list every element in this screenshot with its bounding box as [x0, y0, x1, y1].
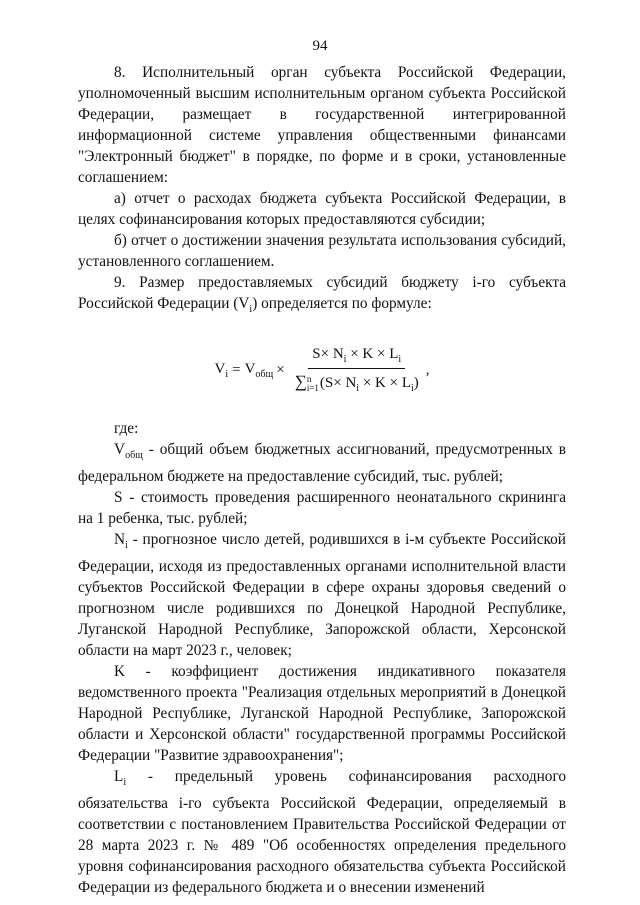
formula-numerator: $S\times N_i \times K \times L_i$	[308, 346, 405, 369]
document-body	[78, 62, 566, 898]
definition-l: $L_i$ - предельный уровень софинансирования расходного обязательства i-го субъекта Российской Федерации, определяемый в соответствии с постановлением Правительства Российской Федерации от 28 марта 2023 г. № 489 "Об особенностях определения предельного уровня софинансирования расходного обязательства субъекта Российской Федерации из федерального бюджета и о внесении изменений	[78, 768, 566, 897]
definition-s: S - стоимость проведения расширенного неонатального скрининга на 1 ребенка, тыс. рублей;	[78, 489, 566, 528]
definition-k: K - коэффициент достижения индикативного показателя ведомственного проекта "Реализация отдельных мероприятий в Донецкой Народной Республике, Луганской Народной Республике, Запорожской области и Херсонской области" государственной программы Российской Федерации "Развитие здравоохранения";	[78, 663, 566, 765]
formula-block	[78, 328, 566, 412]
definition-v-total: $V_{общ}$ - общий объем бюджетных ассигнований, предусмотренных в федеральном бюджете на предоставление субсидий, тыс. рублей;	[78, 441, 566, 486]
definition-n: $N_i$ - прогнозное число детей, родившихся в i-м субъекте Российской Федерации, исходя из предоставленных органами исполнительной власти субъектов Российской Федерации в сфере охраны здоровья сведений о прогнозном числе родившихся по Донецкой Народной Республике, Луганской Народной Республике, Запорожской области, Херсонской области на март 2023 г., человек;	[78, 531, 566, 660]
formula-v-total: $V_{общ}$	[244, 360, 274, 380]
paragraph-8: 8. Исполнительный орган субъекта Российской Федерации, уполномоченный высшим исполнительным органом субъекта Российской Федерации, размещает в государственной интегрированной информационной системе управления общественными финансами "Электронный бюджет" в порядке, по форме и в сроки, установленные соглашением:	[78, 64, 566, 186]
formula-fraction	[291, 346, 423, 394]
sum-symbol: ∑	[294, 372, 307, 392]
formula-lhs: $V_i$	[214, 360, 229, 380]
subsidy-formula	[214, 346, 429, 394]
formula-times: ×	[276, 361, 285, 378]
where-label: где:	[114, 420, 139, 438]
formula-equals: =	[232, 361, 241, 378]
paragraph-8a: а) отчет о расходах бюджета субъекта Российской Федерации, в целях софинансирования которых предоставляются субсидии;	[78, 190, 566, 228]
formula-denominator: ∑ n i=1 $(S\times N_i \times K \times L_i)$	[294, 372, 419, 395]
page-number: 94	[312, 38, 328, 54]
formula-trailing-comma: ,	[425, 361, 430, 378]
paragraph-9: 9. Размер предоставляемых субсидий бюджету i-го субъекта Российской Федерации $(V_i)$ определяется по формуле:	[78, 274, 566, 316]
paragraph-8b: б) отчет о достижении значения результата использования субсидий, установленного соглашением.	[78, 232, 566, 270]
sum-limits: n i=1	[306, 373, 319, 393]
